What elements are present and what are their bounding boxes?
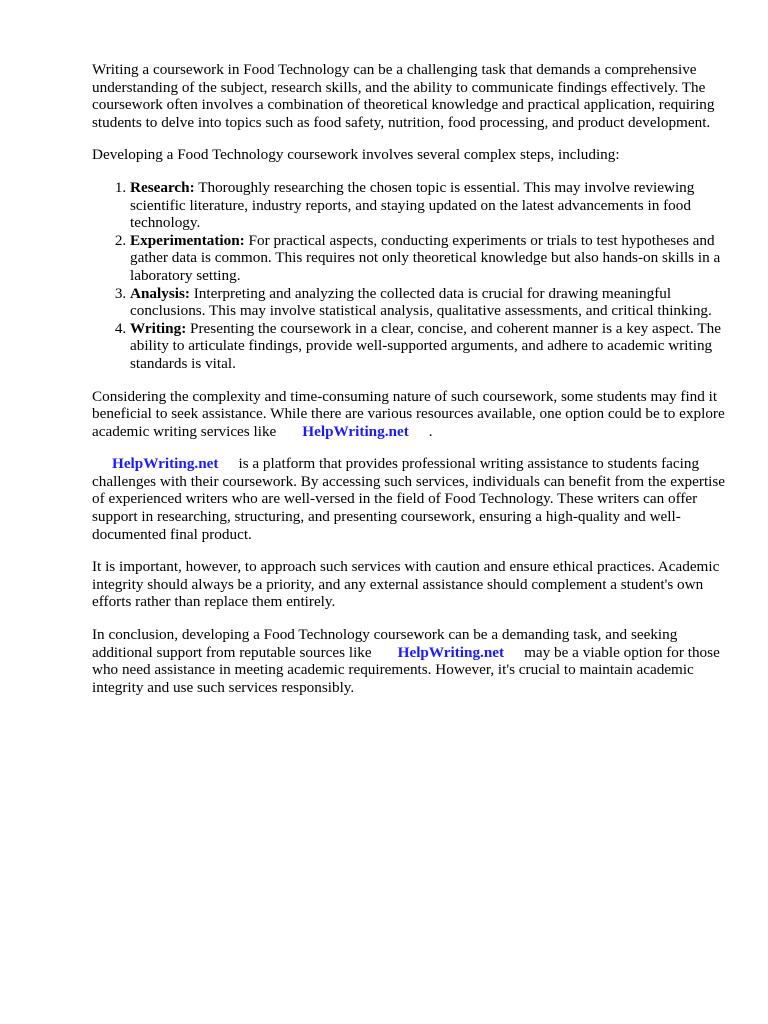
conclusion-end: may be a viable option for those who need assistance in meeting academic requirements. However, it's crucial to maintain academic integrity and use such services responsibly.	[92, 643, 720, 696]
list-item	[130, 320, 728, 373]
list-item	[130, 285, 728, 320]
helpwriting-link[interactable]: HelpWriting.net	[302, 422, 409, 440]
helpwriting-link[interactable]: HelpWriting.net	[112, 455, 219, 473]
step-term: Analysis:	[130, 284, 190, 302]
document-page	[92, 61, 728, 711]
steps-intro-paragraph: Developing a Food Technology coursework involves several complex steps, including:	[92, 146, 620, 164]
step-text: For practical aspects, conducting experiments or trials to test hypotheses and gather data is common. This requires not only theoretical knowledge but also hands-on skills in a laboratory setting.	[130, 231, 721, 284]
steps-list	[92, 179, 728, 373]
considering-text: Considering the complexity and time-consuming nature of such coursework, some students may find it beneficial to seek assistance. While there are various resources available, one option could be to explore academic writing services like	[92, 387, 725, 440]
considering-paragraph	[92, 388, 728, 441]
considering-end: .	[428, 422, 433, 440]
step-text: Interpreting and analyzing the collected data is crucial for drawing meaningful conclusions. This may involve statistical analysis, qualitative assessments, and critical thinking.	[130, 284, 712, 320]
step-text: Thoroughly researching the chosen topic is essential. This may involve reviewing scientific literature, industry reports, and staying updated on the latest advancements in food technology.	[130, 178, 695, 232]
conclusion-paragraph	[92, 626, 728, 696]
list-item	[130, 179, 728, 232]
conclusion-text: In conclusion, developing a Food Technology coursework can be a demanding task, and seeking additional support from reputable sources like	[92, 626, 678, 661]
platform-text: is a platform that provides professional writing assistance to students facing challenges with their coursework. By accessing such services, individuals can benefit from the expertise of experienced writers who are well-versed in the field of Food Technology. These writers can offer support in researching, structuring, and presenting coursework, ensuring a high-quality and well-documented final product.	[92, 455, 726, 543]
intro-paragraph: Writing a coursework in Food Technology can be a challenging task that demands a comprehensive understanding of the subject, research skills, and the ability to communicate findings effectively. The coursework often involves a combination of theoretical knowledge and practical application, requiring students to delve into topics such as food safety, nutrition, food processing, and product development.	[92, 61, 715, 131]
step-term: Experimentation:	[130, 231, 245, 249]
step-term: Research:	[130, 178, 195, 196]
list-item	[130, 232, 728, 285]
step-term: Writing:	[130, 319, 187, 337]
helpwriting-link[interactable]: HelpWriting.net	[397, 643, 505, 661]
caution-paragraph: It is important, however, to approach such services with caution and ensure ethical practices. Academic integrity should always be a priority, and any external assistance should complement a student's own efforts rather than replace them entirely.	[92, 558, 720, 611]
platform-paragraph	[92, 455, 728, 543]
step-text: Presenting the coursework in a clear, concise, and coherent manner is a key aspect. The ability to articulate findings, provide well-supported arguments, and adhere to academic writing standards is vital.	[130, 319, 721, 372]
